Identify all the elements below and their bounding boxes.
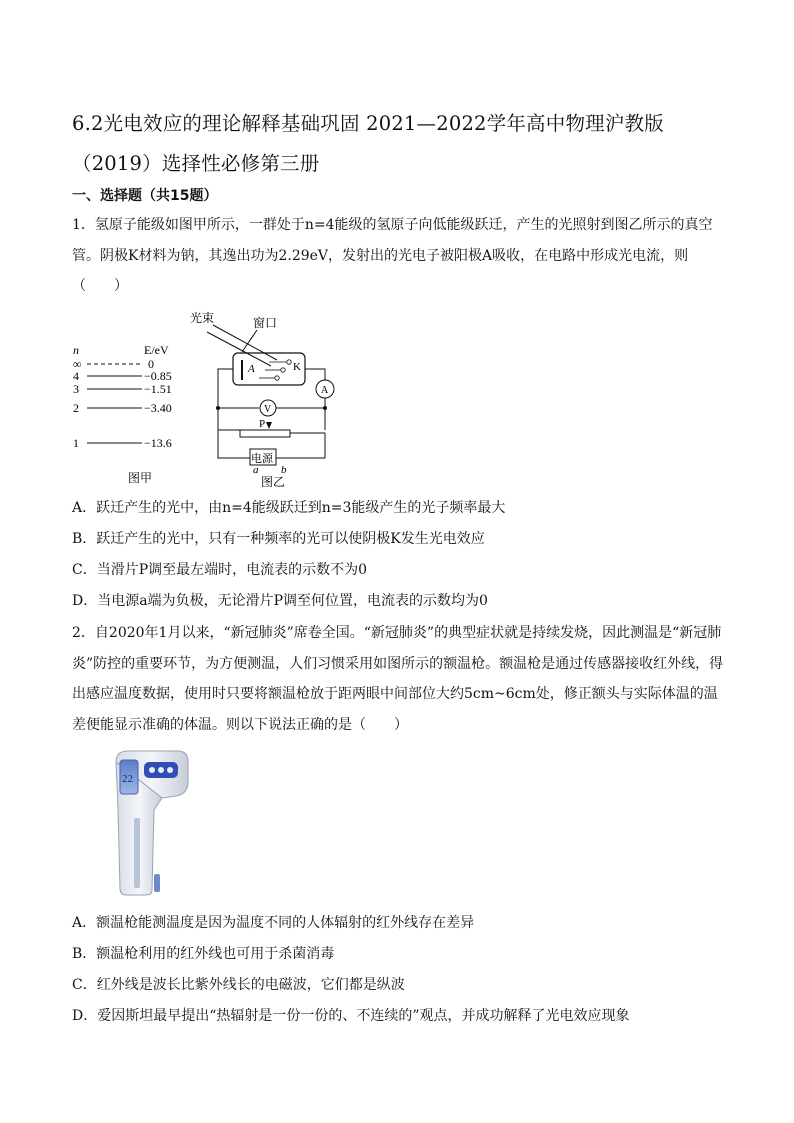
- question-2-option-d: D．爱因斯坦最早提出“热辐射是一份一份的、不连续的”观点，并成功解释了光电效应现象: [72, 1008, 630, 1024]
- level-n-3: 3: [73, 382, 79, 396]
- electron-3: [275, 376, 279, 380]
- question-1-option-a: A．跃迁产生的光中，由n=4能级跃迁到n=3能级产生的光子频率最大: [72, 500, 506, 516]
- level-e-inf: 0: [148, 357, 154, 371]
- terminal-a-label: a: [253, 464, 259, 476]
- slider-label: P: [259, 418, 266, 430]
- cathode-label: K: [293, 361, 301, 373]
- level-n-1: 1: [73, 436, 79, 450]
- beam-ray-2: [207, 332, 271, 366]
- node-right: [323, 406, 327, 410]
- question-2-option-c: C．红外线是波长比紫外线长的电磁波，它们都是纵波: [72, 977, 405, 993]
- beam-label: 光束: [190, 311, 215, 325]
- thermometer-button-1: [149, 767, 155, 773]
- level-e-3: −1.51: [144, 382, 172, 396]
- rheostat: [240, 430, 290, 437]
- node-left: [216, 406, 220, 410]
- window-marker: [242, 330, 257, 352]
- thermometer-grip-stripe: [134, 818, 140, 888]
- question-2-stem: 2．自2020年1月以来，“新冠肺炎”席卷全国。“新冠肺炎”的典型症状就是持续发烧，因此测温是“新冠肺炎”防控的重要环节，为方便测温，人们习惯采用如图所示的额温枪。额温枪是通过传感器接收红外线，得出感应温度数据，使用时只要将额温枪放于距两眼中间部位大约5cm~6cm处，修正额头与实际体温的温差便能显示准确的体温。则以下说法正确的是（ ）: [72, 625, 724, 733]
- electron-2: [281, 368, 285, 372]
- level-n-inf: ∞: [73, 357, 82, 371]
- electron-1: [287, 360, 291, 364]
- terminal-b-label: b: [281, 464, 287, 476]
- level-n-2: 2: [73, 401, 79, 415]
- level-e-2: −3.40: [144, 401, 172, 415]
- source-label: 电源: [251, 453, 273, 465]
- wire-right: [305, 369, 325, 380]
- section-heading: 一、选择题（共15题）: [72, 188, 218, 204]
- level-n-header: n: [73, 343, 79, 357]
- forehead-thermometer-image: [112, 748, 192, 896]
- question-1-stem: 1．氢原子能级如图甲所示，一群处于n=4能级的氢原子向低能级跃迁，产生的光照射到图乙所示的真空管。阴极K材料为钠，其逸出功为2.29eV，发射出的光电子被阳极A吸收，在电路中形成光电流，则（ ）: [72, 217, 713, 294]
- energy-level-diagram: [70, 338, 190, 488]
- thermometer-screen-value: 22: [122, 773, 133, 785]
- question-2-option-b: B．额温枪利用的红外线也可用于杀菌消毒: [72, 946, 335, 962]
- question-2-option-a: A．额温枪能测温度是因为温度不同的人体辐射的红外线存在差异: [72, 915, 475, 931]
- photoelectric-circuit-diagram: [185, 308, 345, 490]
- window-label: 窗口: [253, 316, 278, 330]
- level-n-4: 4: [73, 369, 79, 383]
- thermometer-trigger-accent: [154, 874, 160, 892]
- level-e-1: −13.6: [144, 436, 172, 450]
- level-e-header: E/eV: [144, 343, 169, 357]
- anode-label: A: [248, 363, 255, 375]
- beam-ray-1: [213, 325, 277, 360]
- thermometer-button-2: [158, 767, 164, 773]
- figure-b-caption: 图乙: [261, 475, 286, 489]
- wire-left: [218, 369, 240, 430]
- voltmeter-label: V: [264, 404, 272, 415]
- figure-a-caption: 图甲: [128, 471, 153, 485]
- question-1-option-b: B．跃迁产生的光中，只有一种频率的光可以使阴极K发生光电效应: [72, 531, 485, 547]
- level-e-4: −0.85: [144, 369, 172, 383]
- question-1-option-c: C．当滑片P调至最左端时，电流表的示数不为0: [72, 562, 368, 578]
- slider-arrow: [266, 422, 272, 429]
- document-title: 6.2光电效应的理论解释基础巩固 2021—2022学年高中物理沪教版（2019）选择性必修第三册: [72, 112, 664, 175]
- ammeter-label: A: [321, 385, 329, 396]
- thermometer-button-3: [167, 767, 173, 773]
- question-1-option-d: D．当电源a端为负极，无论滑片P调至何位置，电流表的示数均为0: [72, 593, 488, 609]
